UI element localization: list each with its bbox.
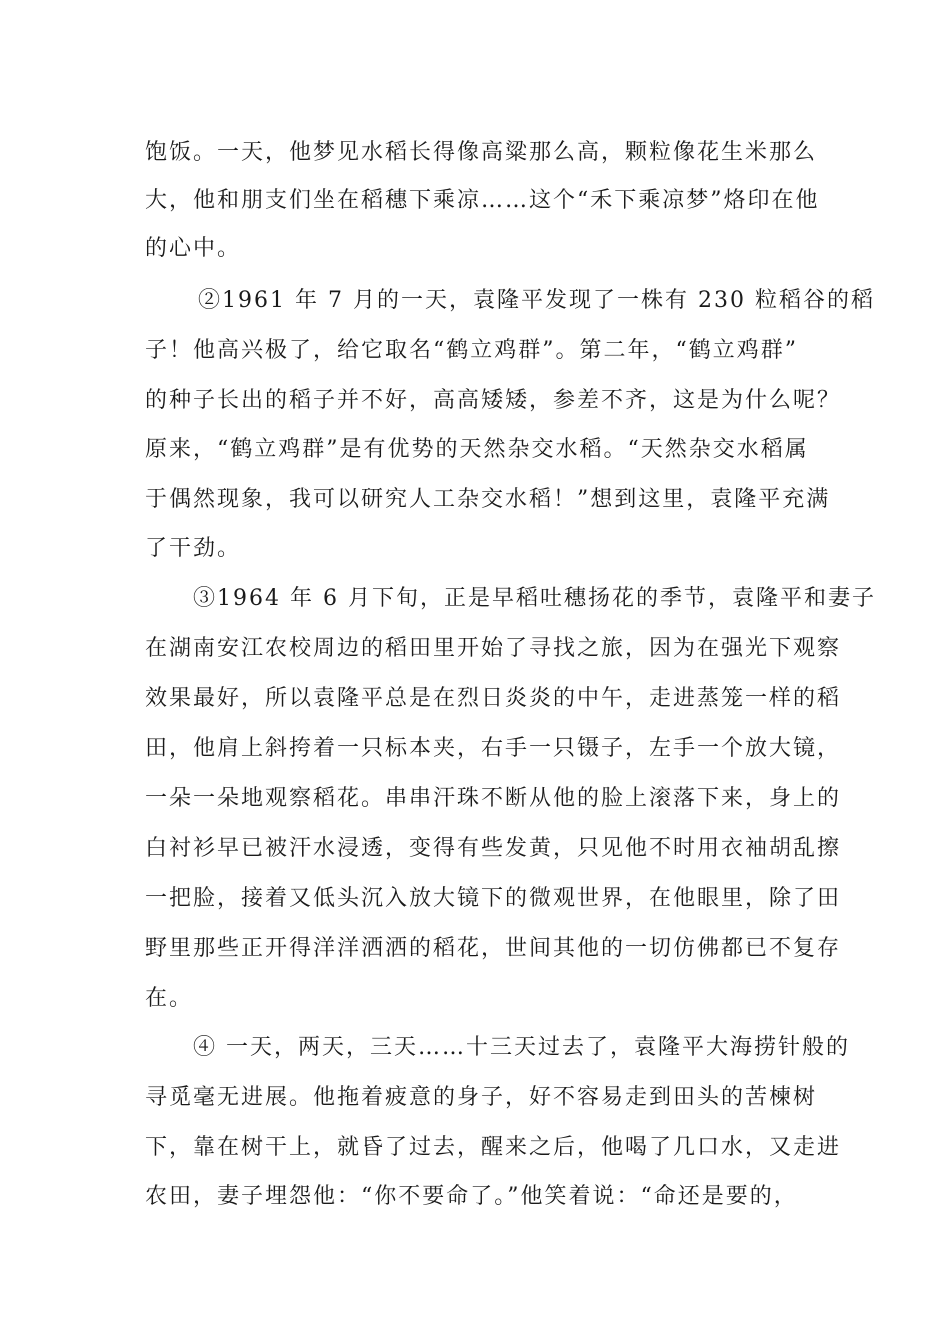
- paragraph-1-line-3: 的心中。: [145, 236, 242, 261]
- paragraph-3-line-8: 野里那些正开得洋洋洒洒的稻花，世间其他的一切仿佛都已不复存: [145, 936, 842, 961]
- paragraph-3-line-9: 在。: [145, 986, 194, 1011]
- paragraph-3-line-4: 田，他肩上斜挎着一只标本夹，右手一只镊子，左手一个放大镜，: [145, 736, 842, 761]
- paragraph-2-line-5: 于偶然现象，我可以研究人工杂交水稻！”想到这里，袁隆平充满: [145, 487, 831, 512]
- paragraph-4-line-3: 下，靠在树干上，就昏了过去，醒来之后，他喝了几口水，又走进: [145, 1135, 842, 1160]
- paragraph-3-line-7: 一把脸，接着又低头沉入放大镜下的微观世界，在他眼里，除了田: [145, 886, 842, 911]
- paragraph-2-line-2: 子！他高兴极了，给它取名“鹤立鸡群”。第二年，“鹤立鸡群”: [145, 338, 798, 363]
- paragraph-3-line-3: 效果最好，所以袁隆平总是在烈日炎炎的中午，走进蒸笼一样的稻: [145, 686, 842, 711]
- paragraph-3-line-5: 一朵一朵地观察稻花。串串汗珠不断从他的脸上滚落下来，身上的: [145, 786, 842, 811]
- paragraph-3-line-1: ③1964 年 6 月下旬，正是早稻吐穗扬花的季节，袁隆平和妻子: [193, 586, 876, 611]
- paragraph-4-line-2: 寻觅毫无进展。他拖着疲意的身子，好不容易走到田头的苦楝树: [145, 1085, 818, 1110]
- paragraph-2-line-4: 原来，“鹤立鸡群”是有优势的天然杂交水稻。“天然杂交水稻属: [145, 437, 809, 462]
- paragraph-2-line-6: 了干劲。: [145, 536, 242, 561]
- paragraph-2-line-3: 的种子长出的稻子并不好，高高矮矮，参差不齐，这是为什么呢？: [145, 388, 842, 413]
- paragraph-2-line-1: ②1961 年 7 月的一天，袁隆平发现了一株有 230 粒稻谷的稻: [198, 288, 875, 313]
- paragraph-4-line-1: ④ 一天，两天，三天……十三天过去了，袁隆平大海捞针般的: [193, 1035, 850, 1060]
- paragraph-3-line-6: 白衬衫早已被汗水浸透，变得有些发黄，只见他不时用衣袖胡乱擦: [145, 836, 842, 861]
- paragraph-1-line-1: 饱饭。一天，他梦见水稻长得像高粱那么高，颗粒像花生米那么: [145, 140, 818, 165]
- paragraph-1-line-2: 大，他和朋支们坐在稻穗下乘凉……这个“禾下乘凉梦”烙印在他: [145, 188, 820, 213]
- paragraph-4-line-4: 农田，妻子埋怨他：“你不要命了。”他笑着说：“命还是要的，: [145, 1184, 798, 1209]
- paragraph-3-line-2: 在湖南安江农校周边的稻田里开始了寻找之旅，因为在强光下观察: [145, 636, 842, 661]
